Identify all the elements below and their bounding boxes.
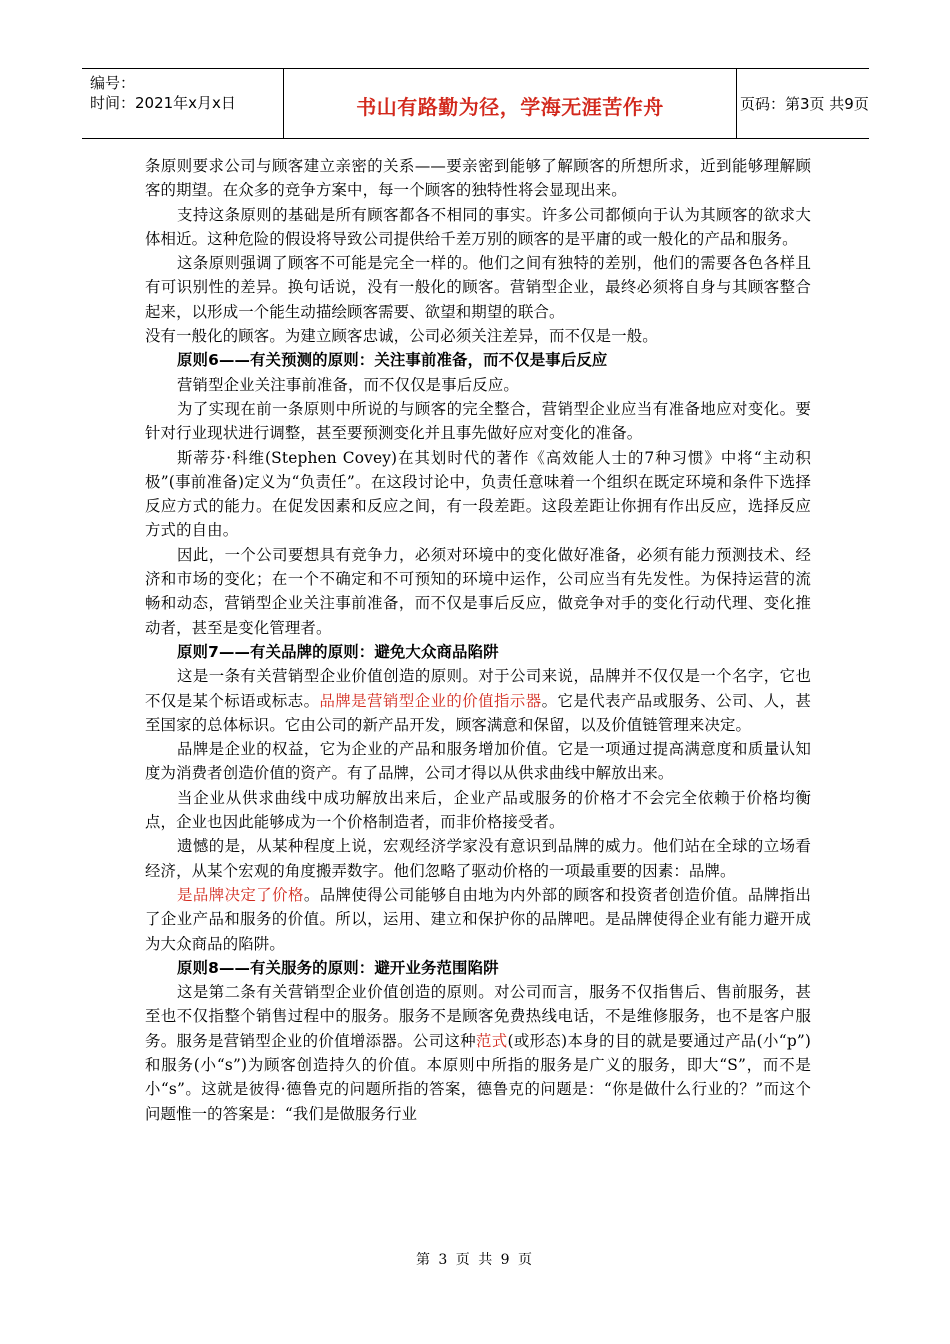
paragraph: 条原则要求公司与顾客建立亲密的关系——要亲密到能够了解顾客的所想所求，近到能够理解顾客的期望。在众多的竞争方案中，每一个顾客的独特性将会显现出来。: [145, 157, 811, 200]
header-page-number: 页码：第3页 共9页: [740, 95, 869, 113]
paragraph: 营销型企业关注事前准备，而不仅仅是事后反应。: [177, 375, 519, 394]
paragraph-text: 这是第二条有关营销型企业价值创造的原则。对公司而言，服务不仅指售后、售前服务，甚至也不仅指整个销售过程中的服务。服务不是顾客免费热线电话，不是维修服务，也不是客户服务。服务是营销型企业的价值增添器。公司这种: [145, 983, 811, 1050]
paragraph: 当企业从供求曲线中成功解放出来后，企业产品或服务的价格才不会完全依赖于价格均衡点，企业也因此能够成为一个价格制造者，而非价格接受者。: [145, 788, 811, 832]
header-page-cell: [736, 69, 869, 138]
paragraph: 这条原则强调了顾客不可能是完全一样的。他们之间有独特的差别，他们的需要各色各样且有可识别性的差异。换句话说，没有一般化的顾客。营销型企业，最终必须将自身与其顾客整合起来，以形成一个能生动描绘顾客需要、欲望和期望的联合。: [145, 254, 811, 321]
paragraph: [145, 980, 811, 1126]
paragraph: 品牌是企业的权益，它为企业的产品和服务增加价值。它是一项通过提高满意度和质量认知度为消费者创造价值的资产。有了品牌，公司才得以从供求曲线中解放出来。: [145, 740, 811, 783]
paragraph: 支持这条原则的基础是所有顾客都各不相同的事实。许多公司都倾向于认为其顾客的欲求大体相近。这种危险的假设将导致公司提供给千差万别的顾客的是平庸的或一般化的产品和服务。: [145, 205, 811, 248]
highlighted-text: 范式: [475, 1031, 508, 1050]
page-header: [82, 68, 869, 139]
paragraph-text: 。品牌使得公司能够自由地为内外部的顾客和投资者创造价值。品牌指出了企业产品和服务的价值。所以，运用、建立和保护你的品牌吧。是品牌使得企业有能力避开成为大众商品的陷阱。: [145, 885, 811, 953]
paragraph: 斯蒂芬·科维(Stephen Covey)在其划时代的著作《高效能人士的7种习惯》中将“主动积极”(事前准备)定义为“负责任”。在这段讨论中，负责任意味着一个组织在既定环境和条件下选择反应方式的能力。在促发因素和反应之间，有一段差距。这段差距让你拥有作出反应，选择反应方式的自由。: [145, 448, 811, 540]
highlighted-text: 是品牌决定了价格: [177, 885, 304, 904]
document-date-label: 时间：2021年x月x日: [90, 94, 236, 112]
section-heading-principle-8: 原则8——有关服务的原则：避开业务范围陷阱: [177, 958, 499, 977]
paragraph-text: (或形态)本身的目的就是要通过产品(小“p”)和服务(小“s”)为顾客创造持久的价值。本原则中所指的服务是广义的服务，即大“S”，而不是小“s”。这就是彼得·德鲁克的问题所指的答案，德鲁克的问题是：“你是做什么行业的？”而这个问题惟一的答案是：“我们是做服务行业: [145, 1031, 811, 1123]
section-heading-principle-7: 原则7——有关品牌的原则：避免大众商品陷阱: [177, 642, 499, 661]
paragraph: 没有一般化的顾客。为建立顾客忠诚，公司必须关注差异，而不仅是一般。: [145, 327, 658, 346]
highlighted-text: 品牌是营销型企业的价值指示器: [319, 691, 542, 710]
page-footer: 第 3 页 共 9 页: [415, 1252, 535, 1268]
section-heading-principle-6: 原则6——有关预测的原则：关注事前准备，而不仅是事后反应: [177, 351, 608, 370]
document-body: [145, 154, 811, 1126]
paragraph: 遗憾的是，从某种程度上说，宏观经济学家没有意识到品牌的威力。他们站在全球的立场看经济，从某个宏观的角度搬弄数字。他们忽略了驱动价格的一项最重要的因素：品牌。: [145, 837, 811, 880]
paragraph: 为了实现在前一条原则中所说的与顾客的完全整合，营销型企业应当有准备地应对变化。要针对行业现状进行调整，甚至要预测变化并且事先做好应对变化的准备。: [145, 399, 811, 443]
paragraph-text: 。它是代表产品或服务、公司、人，甚至国家的总体标识。它由公司的新产品开发，顾客满意和保留，以及价值链管理来决定。: [145, 691, 811, 734]
header-motto: 书山有路勤为径，学海无涯苦作舟: [356, 95, 664, 119]
document-code-label: 编号：: [90, 74, 136, 92]
paragraph-text: 这是一条有关营销型企业价值创造的原则。对于公司来说，品牌并不仅仅是一个名字，它也不仅是某个标语或标志。: [145, 667, 811, 710]
paragraph: [145, 664, 811, 737]
header-motto-cell: [283, 69, 737, 138]
paragraph: 因此，一个公司要想具有竞争力，必须对环境中的变化做好准备，必须有能力预测技术、经济和市场的变化；在一个不确定和不可预知的环境中运作，公司应当有先发性。为保持运营的流畅和动态，营销型企业关注事前准备，而不仅是事后反应，做竞争对手的变化行动代理、变化推动者，甚至是变化管理者。: [145, 545, 811, 637]
header-info-cell: [82, 69, 282, 138]
paragraph: [145, 883, 811, 956]
